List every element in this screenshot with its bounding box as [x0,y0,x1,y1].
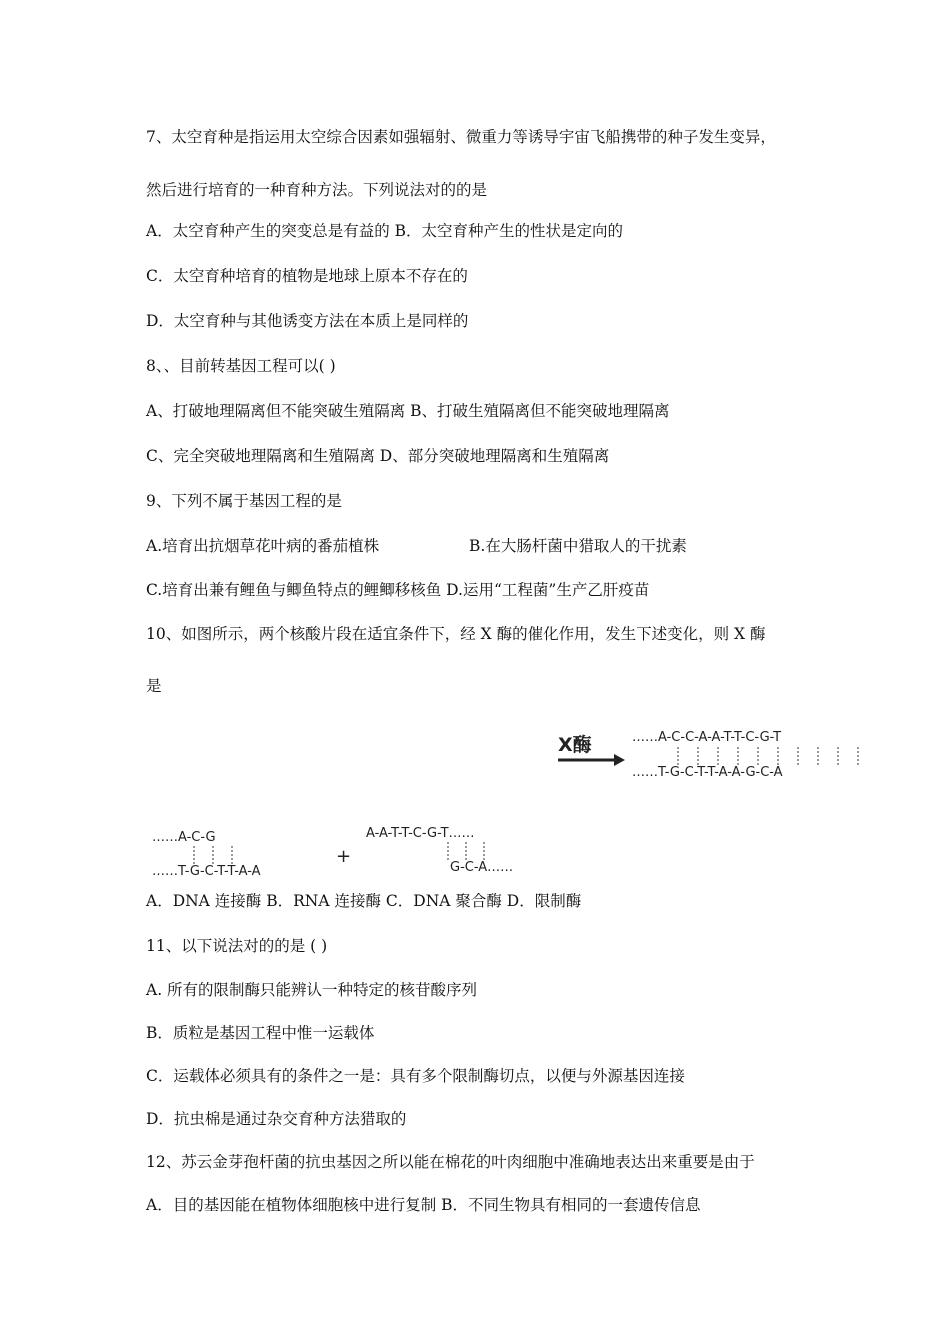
product-top-strand: ……A-C-C-A-A-T-T-C-G-T [632,730,782,745]
q7-option-c: C．太空育种培育的植物是地球上原本不存在的 [146,267,468,285]
q11-option-b: B．质粒是基因工程中惟一运载体 [146,1024,375,1042]
q7-option-ab: A．太空育种产生的突变总是有益的 B．太空育种产生的性状是定向的 [146,222,624,240]
right-hydrogen-bonds [444,842,504,860]
q12-stem: 12、苏云金芽孢杆菌的抗虫基因之所以能在棉花的叶肉细胞中准确地表达出来重要是由于 [146,1153,755,1171]
q11-option-c: C．运载体必须具有的条件之一是：具有多个限制酶切点，以便与外源基因连接 [146,1067,685,1085]
dna-product-figure [556,722,894,790]
left-fragment-bottom: ……T-G-C-T-T-A-A [152,864,261,879]
q9-stem: 9、下列不属于基因工程的是 [146,492,342,510]
q8-option-cd: C、完全突破地理隔离和生殖隔离 D、部分突破地理隔离和生殖隔离 [146,447,610,465]
q10-stem-line-2: 是 [146,677,162,695]
left-hydrogen-bonds [190,846,250,864]
q10-options: A．DNA 连接酶 B．RNA 连接酶 C．DNA 聚合酶 D．限制酶 [146,892,582,910]
reaction-arrow-icon [556,752,626,768]
q11-stem: 11、以下说法对的的是 ( ) [146,937,328,955]
q11-option-a: A. 所有的限制酶只能辨认一种特定的核苷酸序列 [146,981,478,999]
q7-stem-line-1: 7、太空育种是指运用太空综合因素如强辐射、微重力等诱导宇宙飞船携带的种子发生变异， [146,128,776,146]
q8-option-ab: A、打破地理隔离但不能突破生殖隔离 B、打破生殖隔离但不能突破地理隔离 [146,402,670,420]
q10-stem-line-1: 10、如图所示，两个核酸片段在适宜条件下，经 X 酶的催化作用，发生下述变化，则 X 酶 [146,625,766,643]
q7-stem-line-2: 然后进行培育的一种育种方法。下列说法对的的是 [146,181,488,199]
left-fragment-top: ……A-C-G [152,830,216,845]
q12-option-ab: A．目的基因能在植物体细胞核中进行复制 B．不同生物具有相同的一套遗传信息 [146,1196,701,1214]
product-bottom-strand: ……T-G-C-T-T-A-A-G-C-A [632,765,783,780]
q9-option-cd: C.培育出兼有鲤鱼与鲫鱼特点的鲤鲫移核鱼 D.运用“工程菌”生产乙肝疫苗 [146,581,650,599]
plus-sign: + [336,846,352,867]
right-fragment-top: A-A-T-T-C-G-T…… [366,826,475,841]
q11-option-d: D．抗虫棉是通过杂交育种方法猎取的 [146,1110,407,1128]
q8-stem: 8、、目前转基因工程可以( ) [146,357,336,375]
q9-option-b: B.在大肠杆菌中猎取人的干扰素 [469,537,687,555]
right-fragment-bottom: G-C-A…… [450,860,514,875]
dna-reactants-figure [150,820,550,884]
q9-option-a: A.培育出抗烟草花叶病的番茄植株 [146,537,380,555]
q7-option-d: D．太空育种与其他诱变方法在本质上是同样的 [146,312,469,330]
product-hydrogen-bonds [674,747,884,765]
x-enzyme-label: X酶 [558,734,592,756]
